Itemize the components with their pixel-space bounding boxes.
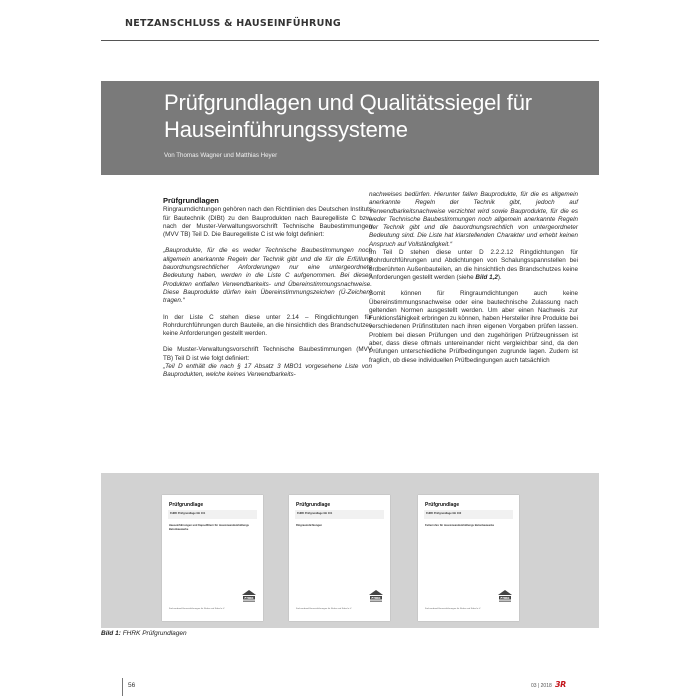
fhrk-logo	[369, 590, 383, 603]
fhrk-logo	[498, 590, 512, 603]
quote-paragraph: nachweises bedürfen. Hierunter fallen Bauprodukte, für die es allgemein anerkannte Regeln der Technik gibt, jedoch auf Verwendbarkeitsnachweise verzichtet wird sowie Bauprodukte, für die es weder Technische Baubestimmungen noch allgemein anerkannte Regeln der Technik gibt und die bauordnungsrechtlich von untergeordneter Bedeutung sind. Die Liste hat klarstellenden Charakter und erhebt keinen Anspruch auf Vollständigkeit.“	[369, 191, 578, 248]
quote-paragraph: „Bauprodukte, für die es weder Technische Baubestimmungen noch allgemein anerkannte Regeln der Technik gibt und die für die Erfüllung bauordnungsrechtlicher Anforderungen nur eine untergeordnete Bedeutung haben, werden in die Liste C aufgenommen. Bei diesen Produkten entfallen Verwendbarkeits- und Übereinstimmungsnachweise. Diese Bauprodukte dürfen kein Übereinstimmungszeichen (Ü-Zeichen) tragen.“	[163, 247, 372, 305]
article-title: Prüfgrundlagen und Qualitätssiegel für Hauseinführungssysteme	[164, 90, 532, 142]
right-column	[369, 191, 578, 365]
section-label: NETZANSCHLUSS & HAUSEINFÜHRUNG	[125, 18, 341, 29]
figure-reference[interactable]: Bild 1,2	[475, 273, 498, 281]
figure-caption	[101, 630, 187, 637]
logo-text: FHRK	[244, 596, 254, 600]
brand-logo: 3R	[555, 680, 566, 689]
section-heading: Prüfgrundlagen	[163, 196, 219, 205]
document-thumbnail	[162, 495, 263, 621]
quote-paragraph: „Teil D enthält die nach § 17 Absatz 3 MBO1 vorgesehene Liste von Bauprodukten, welche keines Verwendbarkeits-	[163, 363, 372, 379]
byline: Von Thomas Wagner und Matthias Heyer	[164, 152, 278, 159]
doc-description: Hauseinführungen und Kapselfittern für massivwandumhüllungs Betonbauwerke	[169, 524, 249, 531]
doc-subtitle: FHRK Prüfgrundlage GE 101	[170, 512, 206, 515]
doc-title: Prüfgrundlage	[296, 502, 331, 508]
doc-footer: Fachverband Hauseinführungen für Rohre und Kabel e.V.	[425, 608, 481, 610]
document-thumbnail	[418, 495, 519, 621]
doc-subtitle: FHRK Prüfgrundlage GE 101	[297, 512, 333, 515]
doc-description: Ringraumdichtungen	[296, 524, 323, 527]
paragraph-end: ).	[497, 273, 502, 281]
logo-text: FHRK	[500, 596, 510, 600]
doc-footer: Fachverband Hauseinführungen für Rohre und Kabel e.V.	[296, 608, 352, 610]
doc-footer: Fachverband Hauseinführungen für Rohre und Kabel e.V.	[169, 608, 225, 610]
document-thumbnail	[289, 495, 390, 621]
paragraph-text: Im Teil D stehen diese unter D 2.2.2.12 Ringdichtungen für Rohrdurchführungen und Abdichtungen von Schalungsspannstellen bei erdberührten Außenbauteilen, an die hinsichtlich des Brandschutzes keine Anforderungen gestellt werden (siehe	[369, 249, 578, 281]
caption-text: FHRK Prüfgrundlagen	[122, 630, 187, 637]
paragraph: Ringraumdichtungen gehören nach den Richtlinien des Deutschen Instituts für Bautechnik (DIBt) zu den Bauprodukten nach Bauregelliste C bzw. nach der Muster-Verwaltungsvorschrift Technische Baubestimmungen (MVV TB) Teil D. Die Bauregelliste C ist wie folgt definiert:	[163, 206, 372, 239]
logo-text: FHRK	[371, 596, 381, 600]
section-rule	[101, 40, 599, 41]
doc-subtitle: FHRK Prüfgrundlage GE 102	[426, 512, 462, 515]
doc-title: Prüfgrundlage	[425, 502, 460, 508]
paragraph	[369, 249, 578, 282]
left-column	[163, 197, 372, 380]
hero-banner	[101, 81, 599, 175]
paragraph: Die Muster-Verwaltungsvorschrift Technische Baubestimmungen (MVV TB) Teil D ist wie folgt definiert:	[163, 346, 372, 362]
paragraph: In der Liste C stehen diese unter 2.14 – Ringdichtungen für Rohrdurchführungen durch Bauteile, an die hinsichtlich des Brandschutzes keine Anforderungen gestellt werden.	[163, 313, 372, 338]
fhrk-logo	[242, 590, 256, 603]
doc-description: Futterrohre für massivwandumhüllungs Betonbauwerke	[425, 524, 495, 527]
page-number: 56	[128, 682, 136, 689]
paragraph: Somit können für Ringraumdichtungen auch keine Übereinstimmungsnachweise oder eine bautechnische Zulassung nach geltenden Normen ausgestellt werden. Um aber einen Nachweis zur Funktionsfähigkeit erbringen zu können, haben Hersteller ihre Produkte bei verschiedenen Prüfinstituten nach ihren eigenen Vorgaben prüfen lassen. Problem bei diesen Prüfungen und den zugehörigen Prüfzeugnissen ist aber, dass diese oftmals untereinander nicht vergleichbar sind, da den Prüfungen unterschiedliche Prüfbedingungen zugrunde lagen. Zudem ist fraglich, ob diese individuellen Prüfbedingungen auch tatsächlich	[369, 290, 578, 364]
footer-divider	[122, 678, 123, 696]
caption-label: Bild 1:	[101, 630, 121, 637]
doc-title: Prüfgrundlage	[169, 502, 204, 508]
issue-number: 03 | 2018	[531, 683, 552, 689]
